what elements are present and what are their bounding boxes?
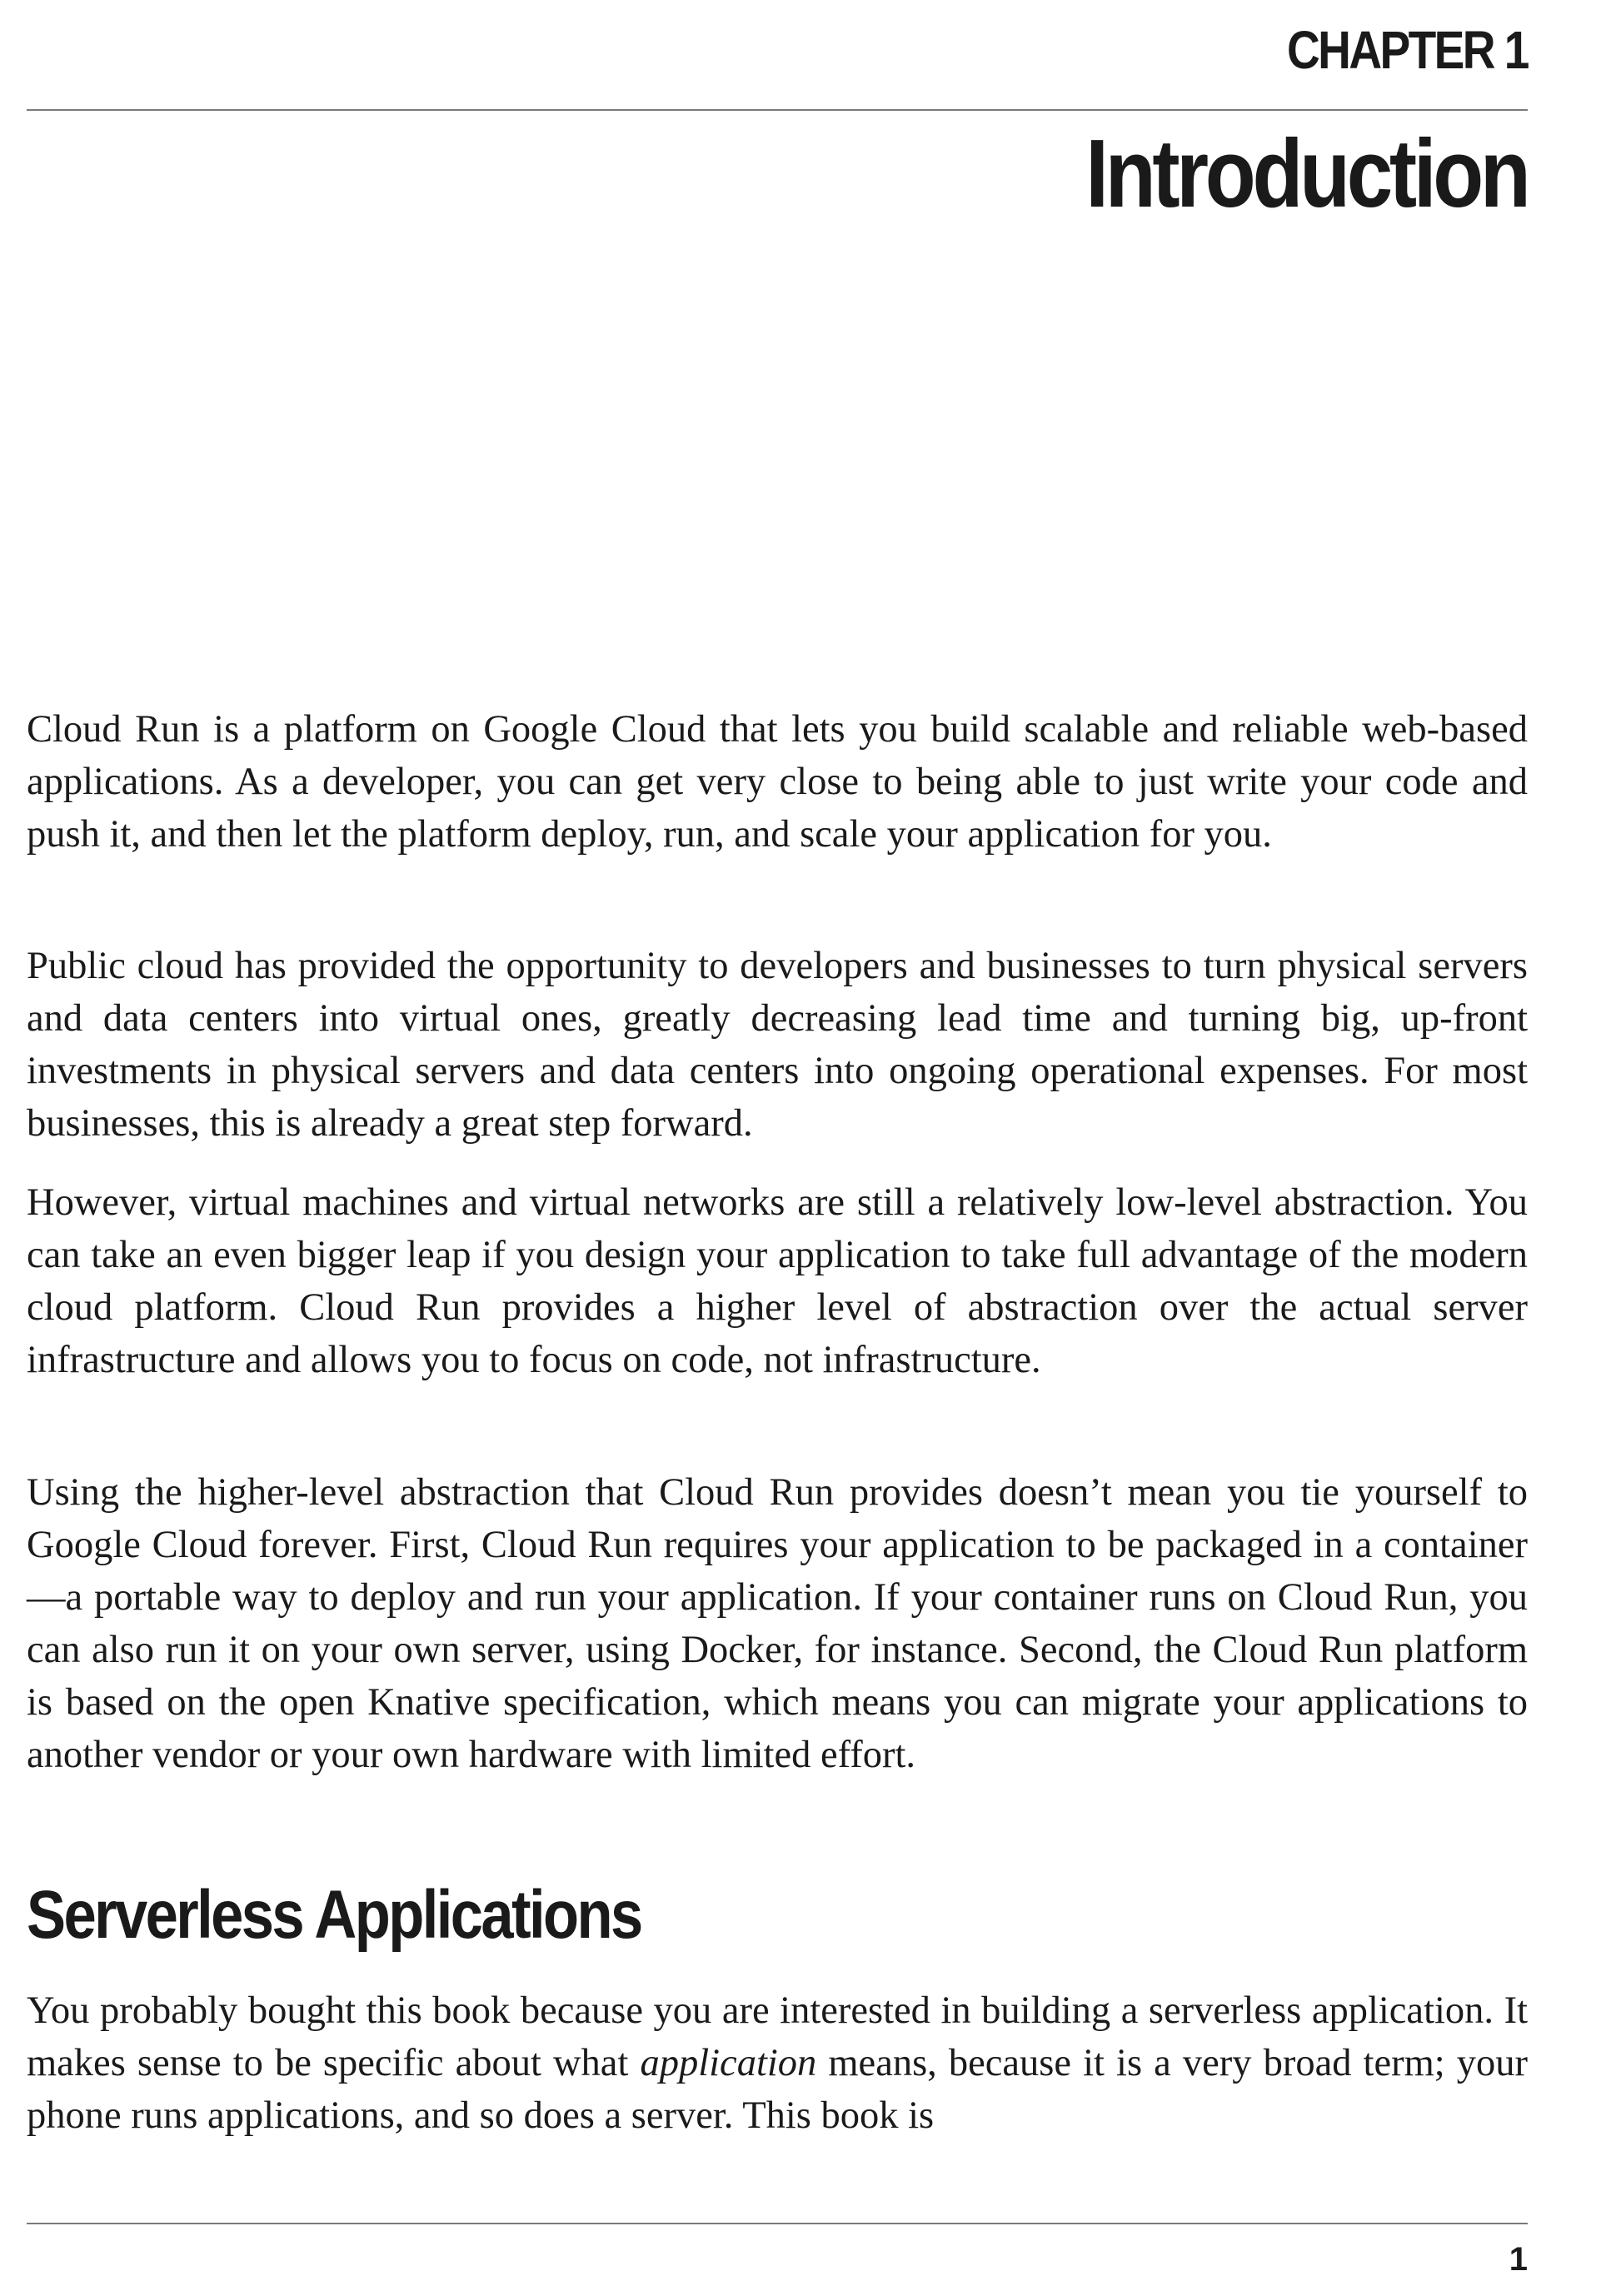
chapter-title: Introduction <box>1085 119 1528 227</box>
section-heading: Serverless Applications <box>27 1877 641 1953</box>
top-rule <box>27 109 1528 111</box>
paragraph: Using the higher-level abstraction that Cloud Run provides doesn’t mean you tie yourself to Google Cloud forever. First, Cloud Run requires your application to be packaged in a container—a portable way to deploy and run your application. If your container runs on Cloud Run, you can also run it on your own server, using Docker, for instance. Second, the Cloud Run platform is based on the open Knative specification, which means you can migrate your applications to another vendor or your own hardware with limited effort. <box>27 1471 1528 1776</box>
section-paragraph <box>27 1984 1528 2142</box>
chapter-label: CHAPTER 1 <box>1287 20 1528 80</box>
text-run: You probably bought this book because you are interested in building a serverless application. It makes sense to be specific about what <box>27 1989 1528 2084</box>
emphasized-term: application <box>640 2042 817 2084</box>
paragraph: However, virtual machines and virtual networks are still a relatively low-level abstraction. You can take an even bigger leap if you design your application to take full advantage of the modern cloud platform. Cloud Run provides a higher level of abstraction over the actual server infrastructure and allows you to focus on code, not infrastructure. <box>27 1181 1528 1381</box>
paragraph: Cloud Run is a platform on Google Cloud that lets you build scalable and reliable web-based applications. As a developer, you can get very close to being able to just write your code and push it, and then let the platform deploy, run, and scale your application for you. <box>27 708 1528 856</box>
page-number: 1 <box>1509 2241 1528 2278</box>
bottom-rule <box>27 2223 1528 2224</box>
text-run: means, because it is a very broad term; your phone runs applications, and so does a server. This book is <box>27 2042 1528 2137</box>
paragraph: Public cloud has provided the opportunity to developers and businesses to turn physical servers and data centers into virtual ones, greatly decreasing lead time and turning big, up-front investments in physical servers and data centers into ongoing operational expenses. For most businesses, this is already a great step forward. <box>27 945 1528 1145</box>
